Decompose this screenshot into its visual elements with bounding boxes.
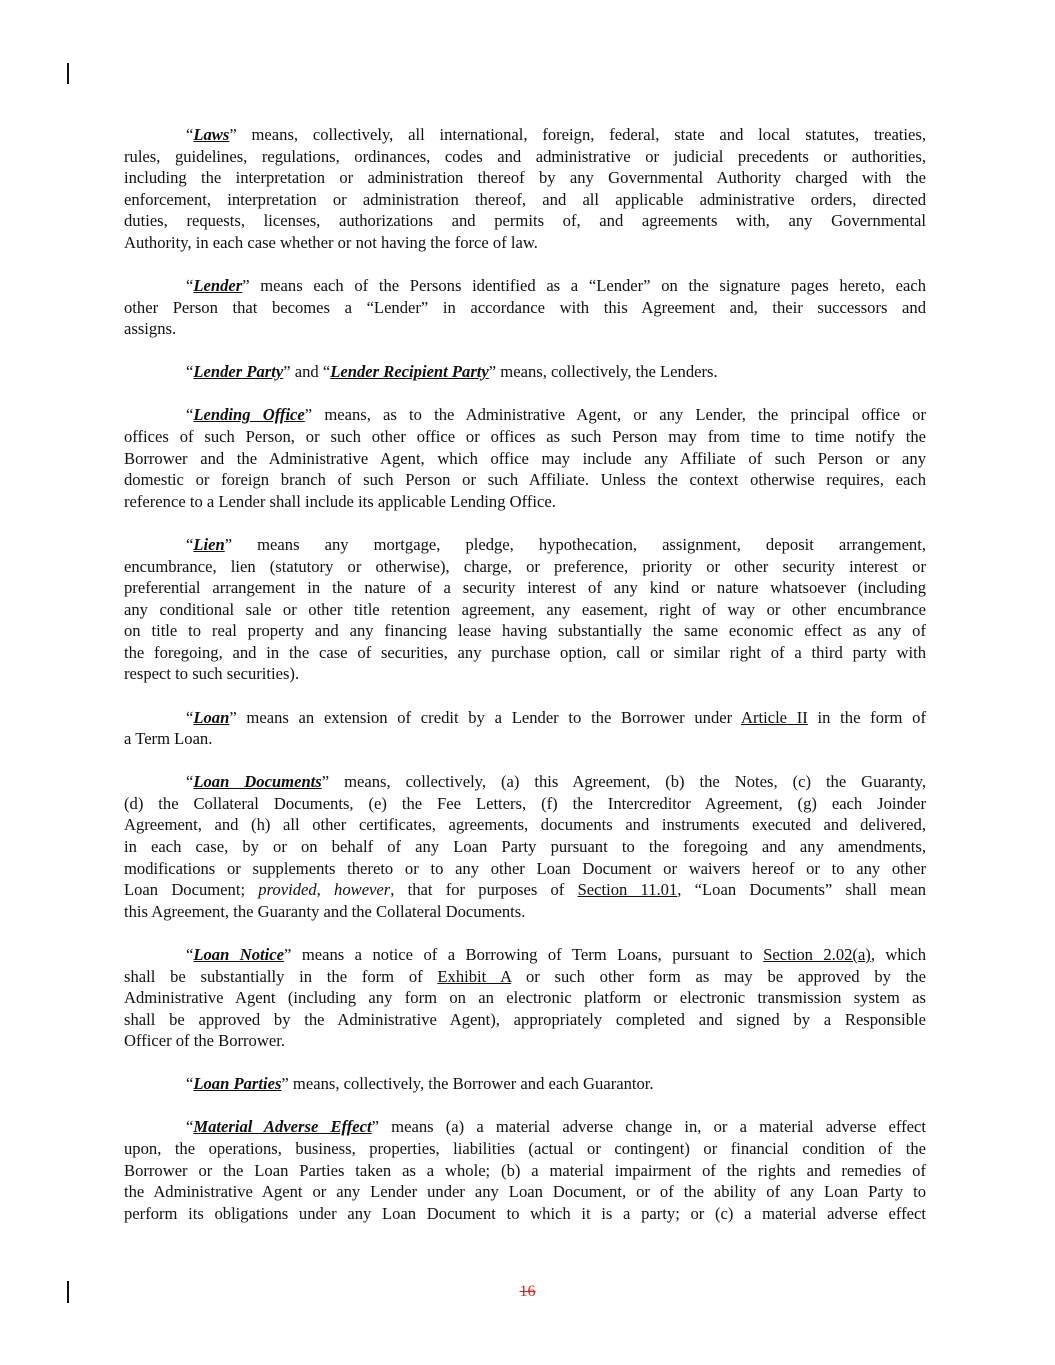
defined-term: Material Adverse Effect — [193, 1117, 372, 1137]
text-run: ” means an extension of credit by a Lender to the Borrower under — [229, 707, 741, 727]
text-run: ” means, collectively, (a) this Agreement, (b) the Notes, (c) the Guaranty, — [321, 772, 926, 792]
text-line — [124, 1181, 926, 1203]
text-line — [124, 1116, 926, 1138]
text-run: Agreement, and (h) all other certificates, agreements, documents and instruments executed and delivered, — [124, 815, 926, 835]
text-run: including the interpretation or administration thereof by any Governmental Authority charged with the — [124, 168, 926, 188]
text-run: any conditional sale or other title retention agreement, any easement, right of way or other encumbrance — [124, 599, 926, 619]
text-run: , “Loan Documents” shall mean — [677, 880, 926, 900]
definition-material-adverse-effect — [124, 1116, 926, 1224]
text-run: ” means each of the Persons identified as a “Lender” on the signature pages hereto, each — [242, 276, 926, 296]
text-run: in the form of — [807, 707, 926, 727]
text-run: “ — [186, 1074, 194, 1094]
text-run: the Administrative Agent or any Lender under any Loan Document, or of the ability of any Loan Party to — [124, 1182, 926, 1202]
text-line — [124, 404, 926, 426]
text-run: duties, requests, licenses, authorizations and permits of, and agreements with, any Governmental — [124, 211, 926, 231]
text-line — [124, 793, 926, 815]
italic-text: however — [334, 880, 391, 900]
text-line — [124, 426, 926, 448]
text-line — [124, 124, 926, 146]
text-run: “ — [186, 125, 194, 144]
text-run: Borrower and the Administrative Agent, which office may include any Affiliate of such Person or any — [124, 448, 926, 468]
text-line — [124, 556, 926, 578]
text-line — [124, 1073, 926, 1095]
definition-loan — [124, 707, 926, 750]
defined-term: Loan Documents — [193, 772, 322, 792]
text-line — [124, 599, 926, 621]
text-run: Borrower or the Loan Parties taken as a whole; (b) a material impairment of the rights and remedies of — [124, 1160, 926, 1180]
text-line — [124, 534, 926, 556]
text-run: shall be approved by the Administrative Agent), appropriately completed and signed by a Responsible — [124, 1009, 926, 1029]
text-run: other Person that becomes a “Lender” in accordance with this Agreement and, their successors and — [124, 297, 926, 317]
text-run: ” means, collectively, all international, foreign, federal, state and local statutes, treaties, — [229, 125, 926, 144]
text-line — [124, 1138, 926, 1160]
definition-loan-parties — [124, 1073, 926, 1095]
text-run: ” means, as to the Administrative Agent, or any Lender, the principal office or — [304, 405, 926, 425]
text-run: , — [316, 880, 335, 900]
text-line — [124, 577, 926, 599]
text-line — [124, 901, 926, 923]
text-run: , that for purposes of — [390, 880, 578, 900]
text-run: on title to real property and any financing lease having substantially the same economic effect as any of — [124, 621, 926, 641]
defined-term: Loan — [193, 707, 230, 727]
text-line — [124, 189, 926, 211]
text-run: “ — [186, 944, 194, 964]
text-line — [124, 663, 926, 685]
cross-reference-link[interactable]: Section 11.01 — [577, 880, 678, 900]
text-run: Authority, in each case whether or not having the force of law. — [124, 232, 538, 252]
text-line — [124, 469, 926, 491]
text-line — [124, 814, 926, 836]
text-line — [124, 707, 926, 729]
text-run: offices of such Person, or such other office or offices as such Person may from time to time notify the — [124, 427, 926, 447]
text-run: “ — [186, 405, 194, 425]
document-body — [124, 124, 926, 1246]
page-number: 16 — [519, 1283, 536, 1300]
text-line — [124, 966, 926, 988]
text-run: Officer of the Borrower. — [124, 1031, 285, 1051]
defined-term: Lender Party — [193, 362, 284, 382]
cross-reference-link[interactable]: Section 2.02(a) — [763, 944, 871, 964]
text-line — [124, 232, 926, 254]
text-run: modifications or supplements thereto or to any other Loan Document or waivers hereof or to any other — [124, 858, 926, 878]
text-line — [124, 771, 926, 793]
definition-lender — [124, 275, 926, 340]
text-run: a Term Loan. — [124, 729, 213, 749]
text-run: “ — [186, 772, 194, 792]
defined-term: Laws — [193, 125, 230, 144]
text-run: Administrative Agent (including any form on an electronic platform or electronic transmission system as — [124, 988, 926, 1008]
text-line — [124, 728, 926, 750]
definition-loan-documents — [124, 771, 926, 922]
definition-loan-notice — [124, 944, 926, 1052]
text-line — [124, 210, 926, 232]
definition-lender-party — [124, 361, 926, 383]
text-line — [124, 858, 926, 880]
text-run: ” means (a) a material adverse change in, or a material adverse effect — [371, 1117, 926, 1137]
text-line — [124, 1160, 926, 1182]
text-run: in each case, by or on behalf of any Loan Party pursuant to the foregoing and any amendments, — [124, 837, 926, 857]
cross-reference-link[interactable]: Article II — [740, 707, 808, 727]
italic-text: provided — [258, 880, 317, 900]
definition-lending-office — [124, 404, 926, 512]
text-line — [124, 297, 926, 319]
text-run: assigns. — [124, 319, 177, 339]
text-run: ” means, collectively, the Lenders. — [488, 362, 718, 382]
definition-laws — [124, 124, 926, 254]
text-run: preferential arrangement in the nature of a security interest of any kind or nature whatsoever (including — [124, 578, 926, 598]
text-line — [124, 1030, 926, 1052]
text-line — [124, 944, 926, 966]
text-line — [124, 167, 926, 189]
text-run: “ — [186, 707, 194, 727]
defined-term: Lender Recipient Party — [330, 362, 489, 382]
text-line — [124, 318, 926, 340]
text-run: shall be substantially in the form of — [124, 966, 438, 986]
text-line — [124, 836, 926, 858]
text-line — [124, 1203, 926, 1225]
text-run: reference to a Lender shall include its applicable Lending Office. — [124, 491, 556, 511]
cross-reference-link[interactable]: Exhibit A — [437, 966, 512, 986]
text-run: “ — [186, 362, 194, 382]
text-run: “ — [186, 534, 194, 554]
text-run: Loan Document; — [124, 880, 259, 900]
text-line — [124, 491, 926, 513]
text-run: ” and “ — [283, 362, 331, 382]
text-line — [124, 448, 926, 470]
text-run: or such other form as may be approved by the — [511, 966, 926, 986]
text-run: ” means, collectively, the Borrower and each Guarantor. — [281, 1074, 654, 1094]
text-run: ” means any mortgage, pledge, hypothecation, assignment, deposit arrangement, — [224, 534, 926, 554]
text-run: respect to such securities). — [124, 664, 300, 684]
text-run: encumbrance, lien (statutory or otherwise), charge, or preference, priority or other security interest or — [124, 556, 926, 576]
defined-term: Lender — [193, 276, 243, 296]
text-run: perform its obligations under any Loan Document to which it is a party; or (c) a material adverse effect — [124, 1203, 926, 1223]
text-line — [124, 1009, 926, 1031]
text-run: , which — [870, 944, 926, 964]
text-line — [124, 620, 926, 642]
text-line — [124, 987, 926, 1009]
text-run: this Agreement, the Guaranty and the Collateral Documents. — [124, 901, 526, 921]
text-line — [124, 361, 926, 383]
definition-lien — [124, 534, 926, 685]
text-run: “ — [186, 276, 194, 296]
text-run: the foregoing, and in the case of securities, any purchase option, call or similar right of a third party with — [124, 642, 926, 662]
text-run: (d) the Collateral Documents, (e) the Fee Letters, (f) the Intercreditor Agreement, (g) each Joinder — [124, 793, 926, 813]
text-line — [124, 146, 926, 168]
text-line — [124, 879, 926, 901]
text-line — [124, 642, 926, 664]
text-line — [124, 275, 926, 297]
text-run: ” means a notice of a Borrowing of Term Loans, pursuant to — [284, 944, 764, 964]
defined-term: Loan Parties — [193, 1074, 282, 1094]
text-run: domestic or foreign branch of such Person or such Affiliate. Unless the context otherwise requires, each — [124, 470, 926, 490]
change-bar-top — [67, 63, 69, 84]
defined-term: Lending Office — [193, 405, 305, 425]
defined-term: Loan Notice — [193, 944, 285, 964]
text-run: enforcement, interpretation or administration thereof, and all applicable administrative orders, directed — [124, 189, 926, 209]
text-run: “ — [186, 1117, 194, 1137]
defined-term: Lien — [193, 534, 225, 554]
text-run: upon, the operations, business, properties, liabilities (actual or contingent) or financial condition of the — [124, 1139, 926, 1159]
text-run: rules, guidelines, regulations, ordinances, codes and administrative or judicial precedents or authorities, — [124, 146, 926, 166]
